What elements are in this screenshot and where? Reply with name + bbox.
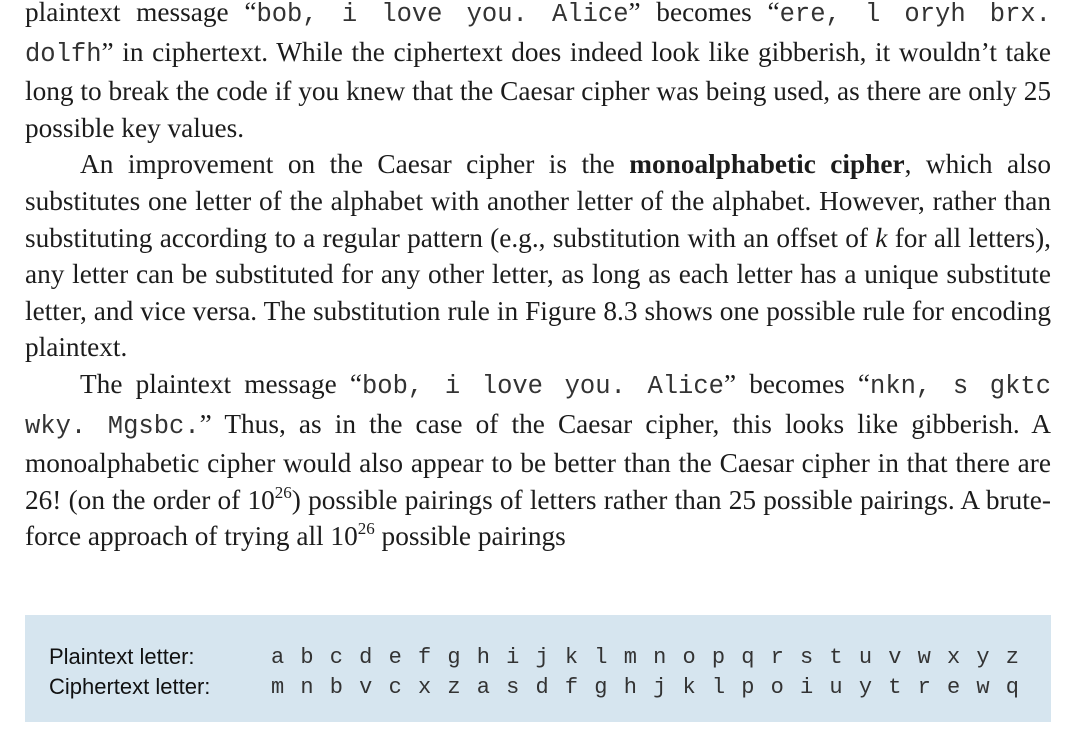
ciphertext-letter: o (770, 674, 784, 700)
ciphertext-row (49, 672, 1035, 702)
plaintext-letter: i (506, 644, 520, 670)
plaintext-letter: d (359, 644, 373, 670)
ciphertext-letter: f (564, 674, 579, 700)
plaintext-letter: v (888, 644, 902, 670)
text-run: possible pairings (374, 521, 566, 552)
ciphertext-letter: b (329, 674, 343, 700)
ciphertext-letter: c (388, 674, 402, 700)
ciphertext-letter: n (300, 674, 314, 700)
text-run: ” in ciphertext. While the ciphertext does indeed look like gibberish, it wouldn’t take long to break the code if you knew that the Caesar cipher was being used, as there are only 25 possible key values. (25, 36, 1051, 143)
ciphertext-letter: h (623, 674, 637, 700)
exponent: 26 (274, 482, 292, 502)
ciphertext-letter: v (359, 674, 373, 700)
plaintext-letter: j (535, 644, 549, 670)
ciphertext-letter: j (653, 674, 667, 700)
ciphertext-letter: p (741, 674, 755, 700)
ciphertext-letter: d (535, 674, 549, 700)
paragraph-monoalphabetic (25, 146, 1051, 366)
ciphertext-letter: e (946, 674, 961, 700)
plaintext-letter: y (976, 644, 990, 670)
variable-k: k (875, 222, 888, 253)
plaintext-letter: h (476, 644, 490, 670)
ciphertext-letter: m (271, 674, 285, 700)
plaintext-example: bob, i love you. Alice (362, 371, 724, 401)
plaintext-letter: z (1005, 644, 1019, 670)
text-run: The plaintext message “ (80, 368, 362, 399)
plaintext-letter: c (329, 644, 343, 670)
text-run: ” becomes “ (628, 0, 780, 27)
ciphertext-letter: u (829, 674, 843, 700)
ciphertext-letter: r (917, 674, 931, 700)
plaintext-letter: t (829, 644, 843, 670)
ciphertext-label: Ciphertext letter: (49, 674, 211, 699)
plaintext-letter: o (682, 644, 696, 670)
ciphertext-letter: y (858, 674, 873, 700)
paragraph-caesar (25, 0, 1051, 146)
text-run: for all letters), any letter can be substituted for any other letter, as long as each letter has a unique substitute letter, and vice versa. The substitution rule in Figure 8.3 shows one possible rule for encoding plaintext. (25, 222, 1051, 363)
plaintext-letter: n (653, 644, 667, 670)
plaintext-letter: w (917, 644, 931, 670)
plaintext-letter: f (417, 644, 432, 670)
ciphertext-letter: a (476, 674, 490, 700)
text-run: An improvement on the Caesar cipher is the (80, 149, 630, 180)
plaintext-label: Plaintext letter: (49, 644, 195, 669)
ciphertext-letter: z (447, 674, 461, 700)
plaintext-letter: g (447, 644, 461, 670)
plaintext-letter: p (711, 644, 726, 670)
plaintext-example: bob, i love you. Alice (256, 0, 629, 29)
plaintext-letter: s (800, 644, 814, 670)
ciphertext-letter: s (506, 674, 520, 700)
plaintext-letter: m (623, 644, 637, 670)
ciphertext-example: nkn, s gktc wky. Mgsbc. (25, 371, 1051, 441)
ciphertext-letter: x (417, 674, 432, 700)
text-run: ) possible pairings of letters rather than 25 possible pairings. A brute-force approach of trying all 10 (25, 484, 1052, 552)
plaintext-letter: u (858, 644, 873, 670)
ciphertext-letter: l (711, 674, 726, 700)
ciphertext-letter: t (888, 674, 902, 700)
substitution-table (25, 615, 1051, 722)
plaintext-row (49, 642, 1035, 672)
ciphertext-letter: k (682, 674, 696, 700)
plaintext-letter: r (770, 644, 784, 670)
ciphertext-letter: g (594, 674, 608, 700)
text-body (25, 0, 1051, 555)
paragraph-example (25, 366, 1051, 555)
text-run: plaintext message “ (25, 0, 257, 27)
plaintext-letters (271, 645, 1035, 670)
text-run: , which also substitutes one letter of the alphabet with another letter of the alphabet. However, rather than substituting according to a regular pattern (e.g., substitution with an offset of (25, 149, 1052, 253)
exponent: 26 (357, 519, 375, 539)
ciphertext-example: ere, l oryh brx. dolfh (25, 0, 1051, 69)
plaintext-letter: x (946, 644, 961, 670)
plaintext-letter: k (564, 644, 579, 670)
text-run: ” becomes “ (723, 368, 871, 399)
ciphertext-letters (271, 675, 1035, 700)
text-run: ” Thus, as in the case of the Caesar cipher, this looks like gibberish. A monoalphabetic cipher would also appear to be better than the Caesar cipher in that there are 26! (on the order of 10 (25, 408, 1051, 515)
plaintext-letter: a (271, 644, 285, 670)
ciphertext-letter: w (976, 674, 990, 700)
plaintext-letter: q (741, 644, 755, 670)
term-monoalphabetic-cipher: monoalphabetic cipher (629, 149, 905, 180)
plaintext-letter: l (594, 644, 608, 670)
ciphertext-letter: q (1005, 674, 1019, 700)
plaintext-letter: b (300, 644, 314, 670)
plaintext-letter: e (388, 644, 402, 670)
ciphertext-letter: i (800, 674, 814, 700)
